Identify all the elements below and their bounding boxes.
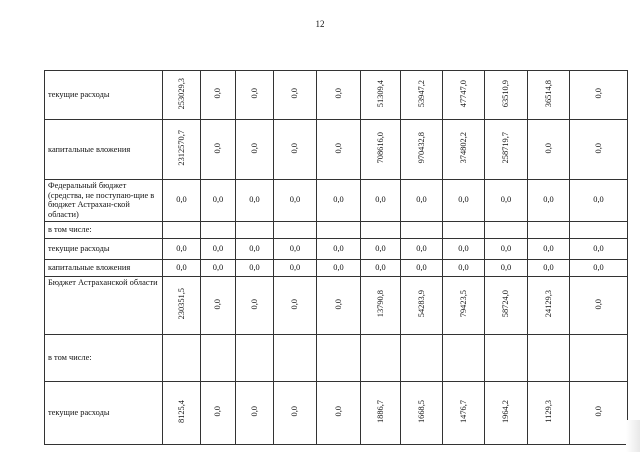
value-cell <box>570 276 628 334</box>
cell-value: 0,0 <box>416 195 427 205</box>
value-cell <box>443 334 485 381</box>
value-cell <box>236 238 274 259</box>
cell-value: 970432,8 <box>416 132 426 164</box>
value-cell <box>236 180 274 222</box>
cell-value: 0,0 <box>333 195 344 205</box>
row-label: текущие расходы <box>45 381 163 444</box>
value-cell <box>163 259 201 276</box>
value-cell <box>570 238 628 259</box>
value-cell <box>485 334 528 381</box>
value-cell <box>485 180 528 222</box>
cell-value: 0,0 <box>543 262 554 272</box>
cell-value: 1129,3 <box>543 399 553 423</box>
cell-value: 0,0 <box>212 195 224 205</box>
value-cell <box>361 180 401 222</box>
value-cell <box>528 276 570 334</box>
value-cell <box>236 71 274 120</box>
value-cell <box>236 221 274 238</box>
value-cell <box>361 120 401 180</box>
value-cell <box>317 180 361 222</box>
cell-value: 0,0 <box>333 88 343 99</box>
value-cell <box>361 334 401 381</box>
value-cell <box>274 238 317 259</box>
cell-value: 53947,2 <box>416 80 426 108</box>
table-row <box>45 259 628 276</box>
value-cell <box>401 334 443 381</box>
cell-value: 0,0 <box>212 262 224 272</box>
cell-value: 0,0 <box>249 195 260 205</box>
value-cell <box>570 221 628 238</box>
table-row <box>45 180 628 222</box>
cell-value: 0,0 <box>289 262 301 272</box>
cell-value: 0,0 <box>333 243 344 253</box>
cell-value: 63510,9 <box>501 80 511 108</box>
value-cell <box>401 381 443 444</box>
row-label: капитальные вложения <box>45 259 163 276</box>
value-cell <box>163 334 201 381</box>
table-row <box>45 381 628 444</box>
value-cell <box>274 334 317 381</box>
cell-value: 0,0 <box>176 262 187 272</box>
value-cell <box>201 381 236 444</box>
cell-value: 0,0 <box>333 262 344 272</box>
table-row <box>45 276 628 334</box>
cell-value: 0,0 <box>500 262 512 272</box>
cell-value: 36514,8 <box>543 80 553 108</box>
value-cell <box>443 71 485 120</box>
value-cell <box>528 381 570 444</box>
value-cell <box>163 238 201 259</box>
cell-value: 0,0 <box>593 406 603 417</box>
value-cell <box>274 180 317 222</box>
value-cell <box>163 120 201 180</box>
value-cell <box>485 259 528 276</box>
table-row <box>45 120 628 180</box>
cell-value: 0,0 <box>249 262 260 272</box>
cell-value: 0,0 <box>249 88 259 99</box>
value-cell <box>163 180 201 222</box>
value-cell <box>201 71 236 120</box>
cell-value: 0,0 <box>375 243 386 253</box>
table-row <box>45 221 628 238</box>
value-cell <box>201 120 236 180</box>
value-cell <box>274 71 317 120</box>
cell-value: 0,0 <box>290 142 300 154</box>
cell-value: 0,0 <box>416 243 427 253</box>
cell-value: 0,0 <box>543 243 554 253</box>
value-cell <box>485 238 528 259</box>
cell-value: 708616,0 <box>375 132 385 164</box>
value-cell <box>401 180 443 222</box>
cell-value: 0,0 <box>543 142 553 154</box>
value-cell <box>201 334 236 381</box>
cell-value: 1964,2 <box>501 399 511 423</box>
value-cell <box>236 259 274 276</box>
value-cell <box>317 259 361 276</box>
value-cell <box>570 120 628 180</box>
value-cell <box>401 276 443 334</box>
row-label: Бюджет Астраханской области <box>45 276 163 334</box>
cell-value: 0,0 <box>500 243 512 253</box>
row-label: текущие расходы <box>45 238 163 259</box>
cell-value: 0,0 <box>249 142 259 154</box>
cell-value: 1668,5 <box>416 399 426 423</box>
value-cell <box>317 221 361 238</box>
value-cell <box>528 334 570 381</box>
value-cell <box>401 238 443 259</box>
cell-value: 0,0 <box>593 243 604 253</box>
value-cell <box>274 381 317 444</box>
value-cell <box>361 221 401 238</box>
page-number: 12 <box>315 19 325 29</box>
cell-value: 0,0 <box>375 262 386 272</box>
cell-value: 0,0 <box>593 262 604 272</box>
value-cell <box>401 120 443 180</box>
cell-value: 8125,4 <box>176 399 186 423</box>
cell-value: 54283,9 <box>416 290 426 318</box>
row-label: в том числе: <box>45 221 163 238</box>
page-edge-shadow <box>626 420 640 452</box>
value-cell <box>317 276 361 334</box>
cell-value: 0,0 <box>289 243 301 253</box>
value-cell <box>201 180 236 222</box>
value-cell <box>485 276 528 334</box>
cell-value: 47747,0 <box>458 80 468 108</box>
cell-value: 0,0 <box>213 142 223 154</box>
table-row <box>45 71 628 120</box>
cell-value: 79423,5 <box>458 290 468 318</box>
value-cell <box>570 334 628 381</box>
cell-value: 0,0 <box>333 142 343 154</box>
value-cell <box>163 381 201 444</box>
cell-value: 0,0 <box>593 298 603 310</box>
cell-value: 0,0 <box>290 298 300 310</box>
cell-value: 0,0 <box>458 262 469 272</box>
cell-value: 51309,4 <box>375 80 385 108</box>
value-cell <box>201 238 236 259</box>
cell-value: 0,0 <box>289 195 301 205</box>
cell-value: 0,0 <box>213 406 223 417</box>
cell-value: 0,0 <box>458 195 469 205</box>
table-row <box>45 238 628 259</box>
value-cell <box>236 276 274 334</box>
value-cell <box>570 381 628 444</box>
value-cell <box>317 71 361 120</box>
cell-value: 0,0 <box>290 406 300 417</box>
value-cell <box>317 120 361 180</box>
row-label: в том числе: <box>45 334 163 381</box>
value-cell <box>443 238 485 259</box>
cell-value: 0,0 <box>593 88 603 99</box>
value-cell <box>528 71 570 120</box>
value-cell <box>274 221 317 238</box>
value-cell <box>485 120 528 180</box>
value-cell <box>528 221 570 238</box>
cell-value: 0,0 <box>176 195 187 205</box>
value-cell <box>443 120 485 180</box>
table-row <box>45 334 628 381</box>
row-label: текущие расходы <box>45 71 163 120</box>
value-cell <box>361 238 401 259</box>
cell-value: 2312570,7 <box>176 130 186 166</box>
row-label: Федеральный бюджет (средства, не поступаю-щие в бюджет Астрахан-ской области) <box>45 180 163 222</box>
value-cell <box>163 221 201 238</box>
value-cell <box>528 180 570 222</box>
value-cell <box>361 71 401 120</box>
value-cell <box>443 221 485 238</box>
cell-value: 374802,2 <box>458 132 468 164</box>
value-cell <box>163 71 201 120</box>
value-cell <box>528 120 570 180</box>
value-cell <box>274 259 317 276</box>
cell-value: 0,0 <box>249 243 260 253</box>
value-cell <box>236 381 274 444</box>
cell-value: 1886,7 <box>375 399 385 423</box>
cell-value: 0,0 <box>333 406 343 417</box>
value-cell <box>236 120 274 180</box>
cell-value: 0,0 <box>290 88 300 99</box>
value-cell <box>274 120 317 180</box>
value-cell <box>317 381 361 444</box>
value-cell <box>485 221 528 238</box>
cell-value: 0,0 <box>213 298 223 310</box>
cell-value: 0,0 <box>249 406 259 417</box>
cell-value: 0,0 <box>593 142 603 154</box>
value-cell <box>401 221 443 238</box>
cell-value: 0,0 <box>375 195 386 205</box>
value-cell <box>317 334 361 381</box>
value-cell <box>236 334 274 381</box>
row-label: капитальные вложения <box>45 120 163 180</box>
cell-value: 258719,7 <box>501 132 511 164</box>
cell-value: 0,0 <box>416 262 427 272</box>
cell-value: 0,0 <box>458 243 469 253</box>
value-cell <box>485 381 528 444</box>
cell-value: 0,0 <box>176 243 187 253</box>
value-cell <box>443 276 485 334</box>
value-cell <box>528 238 570 259</box>
value-cell <box>528 259 570 276</box>
value-cell <box>401 259 443 276</box>
value-cell <box>570 71 628 120</box>
cell-value: 0,0 <box>249 298 259 310</box>
value-cell <box>361 381 401 444</box>
cell-value: 0,0 <box>333 298 343 310</box>
value-cell <box>317 238 361 259</box>
value-cell <box>443 381 485 444</box>
value-cell <box>485 71 528 120</box>
value-cell <box>443 180 485 222</box>
value-cell <box>361 276 401 334</box>
cell-value: 230351,5 <box>176 288 186 320</box>
cell-value: 0,0 <box>500 195 512 205</box>
value-cell <box>163 276 201 334</box>
cell-value: 24129,3 <box>543 290 553 318</box>
value-cell <box>443 259 485 276</box>
cell-value: 0,0 <box>543 195 554 205</box>
cell-value: 253029,3 <box>176 77 186 110</box>
cell-value: 13790,8 <box>375 290 385 318</box>
budget-table <box>44 70 628 445</box>
value-cell <box>361 259 401 276</box>
value-cell <box>570 259 628 276</box>
cell-value: 58724,0 <box>501 290 511 318</box>
cell-value: 0,0 <box>212 243 224 253</box>
cell-value: 1476,7 <box>458 399 468 423</box>
value-cell <box>201 221 236 238</box>
value-cell <box>570 180 628 222</box>
cell-value: 0,0 <box>593 195 604 205</box>
value-cell <box>201 259 236 276</box>
value-cell <box>201 276 236 334</box>
value-cell <box>274 276 317 334</box>
value-cell <box>401 71 443 120</box>
cell-value: 0,0 <box>213 88 223 99</box>
